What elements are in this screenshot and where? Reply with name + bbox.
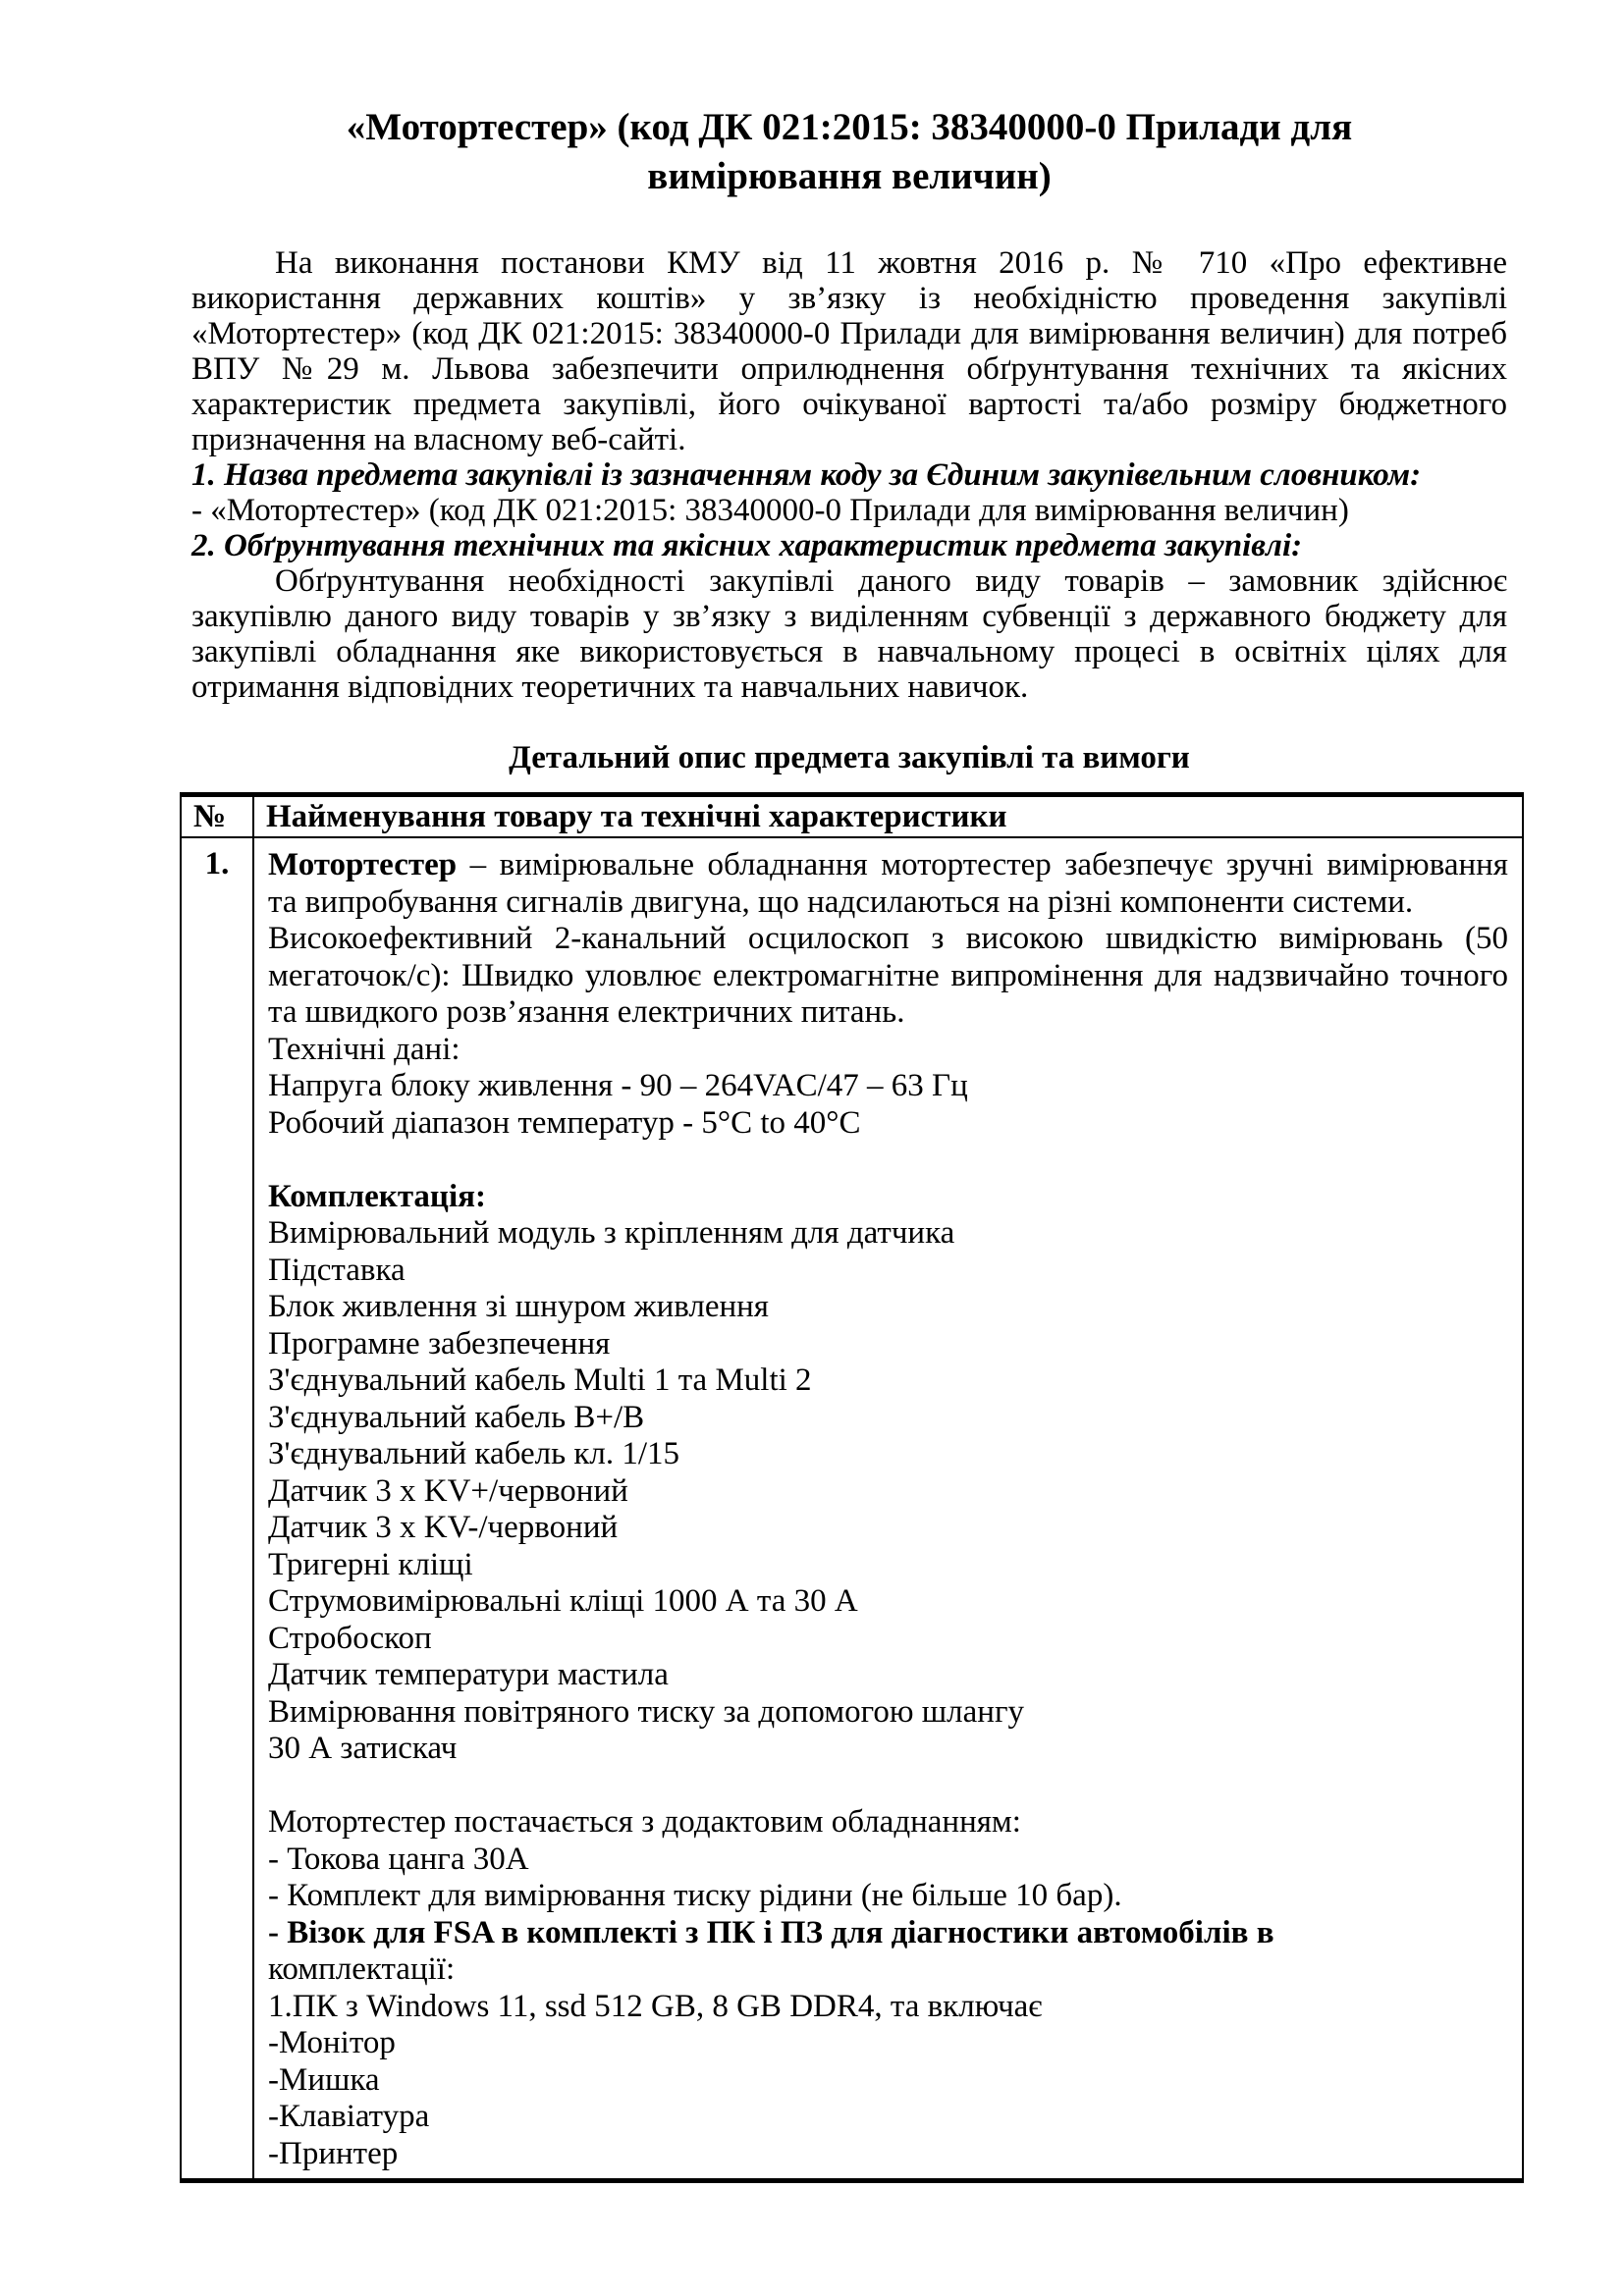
- header-name-column: Найменування товару та технічні характеристики: [253, 795, 1523, 838]
- spec-line: Напруга блоку живлення - 90 – 264VAC/47 – 63 Гц: [268, 1068, 968, 1103]
- spec-line: Тригерні кліщі: [268, 1546, 473, 1582]
- spec-line: Програмне забезпечення: [268, 1325, 611, 1362]
- section2-heading: 2. Обґрунтування технічних та якісних характеристик предмета закупівлі:: [191, 528, 1303, 563]
- spec-line: З'єднувальний кабель кл. 1/15: [268, 1436, 680, 1471]
- spec-line: Датчик температури мастила: [268, 1657, 669, 1692]
- spec-line: - Токова цанга 30А: [268, 1841, 529, 1877]
- spec-line: -Монітор: [268, 2025, 396, 2060]
- spec-line: Мотортестер постачається з додактовим обладнанням:: [268, 1804, 1021, 1840]
- spec-table-header-row: [181, 795, 1523, 838]
- spec-line: Високоефективний 2-канальний осцилоскоп з високою швидкістю вимірювань (50 мегаточок/с): Швидко уловлює електромагнітне випромінення для надзвичайно точного та швидкого розв’язання електричних питань.: [268, 921, 1508, 1030]
- spec-line: 30 А затискач: [268, 1731, 458, 1766]
- spec-blank-line: [268, 1142, 1508, 1179]
- spec-line: комплектації:: [268, 1951, 456, 1987]
- spec-line: Комплектація:: [268, 1178, 486, 1214]
- document-title-line2: вимірювання величин): [647, 155, 1052, 197]
- spec-line: З'єднувальний кабель Multi 1 та Multi 2: [268, 1362, 812, 1398]
- spec-table: [180, 792, 1524, 2183]
- spec-table-row: [181, 837, 1523, 2181]
- spec-line-bold-lead: Мотортестер: [268, 847, 458, 882]
- spec-line: 1.ПК з Windows 11, ssd 512 GB, 8 GB DDR4, та включає: [268, 1988, 1043, 2024]
- spec-blank-line: [268, 1768, 1508, 1805]
- section2-paragraph: Обґрунтування необхідності закупівлі даного виду товарів – замовник здійснює закупівлю даного виду товарів у зв’язку з виділенням субвенції з державного бюджету для закупівлі обладнання яке використовується в навчальному процесі в освітніх цілях для отримання відповідних теоретичних та навчальних навичок.: [191, 563, 1507, 705]
- document-title-line1: «Мотортестер» (код ДК 021:2015: 38340000-0 Прилади для: [346, 106, 1353, 148]
- document-title: [191, 103, 1507, 201]
- spec-line: Підставка: [268, 1252, 406, 1288]
- spec-line: Вимірювальний модуль з кріпленням для датчика: [268, 1215, 955, 1251]
- spec-line: Струмовимірювальні кліщі 1000 А та 30 А: [268, 1583, 858, 1619]
- spec-table-caption: Детальний опис предмета закупівлі та вимоги: [509, 740, 1190, 775]
- spec-line: -Принтер: [268, 2135, 399, 2171]
- spec-line: -Мишка: [268, 2061, 380, 2098]
- intro-paragraph: На виконання постанови КМУ від 11 жовтня 2016 р. № 710 «Про ефективне використання державних коштів» у зв’язку із необхідністю проведення закупівлі «Мотортестер» (код ДК 021:2015: 38340000-0 Прилади для вимірювання величин) для потреб ВПУ №29 м. Львова забезпечити оприлюднення обґрунтування технічних та якісних характеристик предмета закупівлі, його очікуваної вартості та/або розміру бюджетного призначення на власному веб-сайті.: [191, 245, 1507, 457]
- header-number-column: №: [181, 795, 253, 838]
- spec-line: Технічні дані:: [268, 1031, 460, 1067]
- spec-line: - Візок для FSA в комплекті з ПК і ПЗ для діагностики автомобілів в: [268, 1914, 1274, 1950]
- spec-line: Датчик 3 х KV+/червоний: [268, 1472, 628, 1509]
- row-number-cell: 1.: [181, 837, 253, 2181]
- spec-line: З'єднувальний кабель B+/B: [268, 1399, 645, 1435]
- spec-line: - Комплект для вимірювання тиску рідини (не більше 10 бар).: [268, 1878, 1122, 1913]
- section1-item: - «Мотортестер» (код ДК 021:2015: 38340000-0 Прилади для вимірювання величин): [191, 493, 1349, 528]
- spec-line: Робочий діапазон температур - 5°C to 40°C: [268, 1104, 861, 1141]
- spec-line: Стробоскоп: [268, 1620, 432, 1656]
- spec-line: Мотортестер – вимірювальне обладнання мотортестер забезпечує зручні вимірювання та випробування сигналів двигуна, що надсилаються на різні компоненти системи.: [268, 847, 1508, 920]
- spec-content-cell: [253, 837, 1523, 2181]
- spec-line: -Клавіатура: [268, 2099, 430, 2134]
- section1-heading: 1. Назва предмета закупівлі із зазначенням коду за Єдиним закупівельним словником:: [191, 457, 1422, 493]
- spec-line: Датчик 3 х KV-/червоний: [268, 1510, 619, 1545]
- spec-line: Блок живлення зі шнуром живлення: [268, 1289, 769, 1324]
- spec-line: Вимірювання повітряного тиску за допомогою шлангу: [268, 1693, 1024, 1730]
